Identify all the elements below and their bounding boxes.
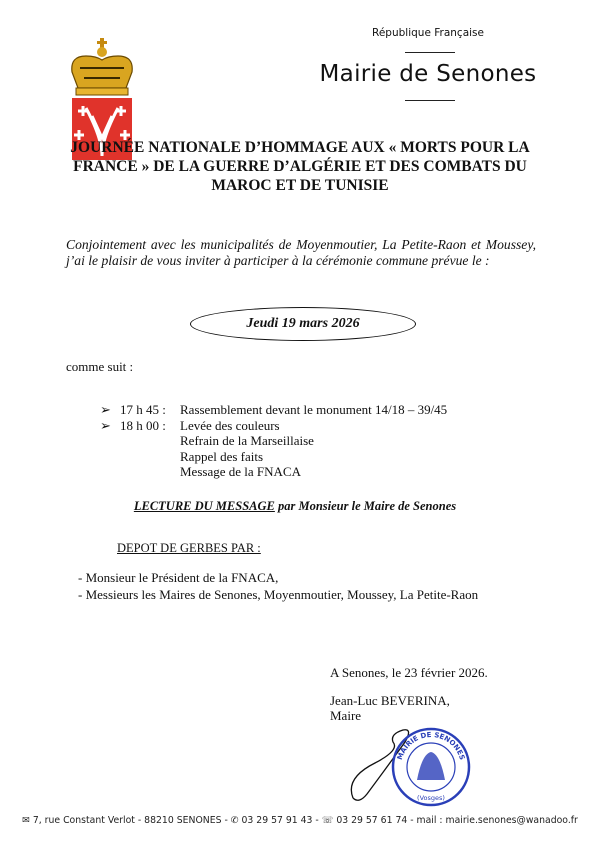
svg-text:MAIRIE DE SENONES: MAIRIE DE SENONES xyxy=(395,730,467,761)
schedule-activity: Rappel des faits xyxy=(180,448,264,464)
schedule-activity: Levée des couleurs xyxy=(180,417,280,433)
footer-contact: ✉ 7, rue Constant Verlot - 88210 SENONES - ✆ 03 29 57 91 43 - ☏ 03 29 57 61 74 - mail : mairie.senones@wanadoo.fr xyxy=(22,815,578,826)
schedule-time: 17 h 45 : xyxy=(120,402,166,417)
schedule-activity: Message de la FNACA xyxy=(180,464,301,479)
mairie-title: Mairie de Senones xyxy=(319,61,537,87)
republique-francaise-label: République Française xyxy=(372,27,484,39)
schedule-activity: Refrain de la Marseillaise xyxy=(180,433,314,448)
schedule-time: 18 h 00 : xyxy=(120,417,166,433)
lecture-message xyxy=(60,499,530,514)
title-line: JOURNÉE NATIONALE D’HOMMAGE AUX « MORTS POUR LA xyxy=(70,139,530,156)
depot-gerbes-heading: DEPOT DE GERBES PAR : xyxy=(117,541,261,555)
header-divider xyxy=(405,52,455,53)
lecture-rest: par Monsieur le Maire de Senones xyxy=(274,499,457,513)
signatory-name: Jean-Luc BEVERINA, xyxy=(330,692,450,708)
signature-block xyxy=(330,665,488,724)
schedule-item xyxy=(100,418,447,434)
signatory-role: Maire xyxy=(330,708,362,723)
invitation-paragraph: Conjointement avec les municipalités de Moyenmoutier, La Petite-Raon et Moussey, j’ai le plaisir de vous inviter à participer à la cérémonie commune prévue le : xyxy=(66,237,536,268)
crown-icon xyxy=(72,38,132,95)
arrow-bullet-icon: ➢ xyxy=(100,402,111,417)
list-item: - Monsieur le Président de la FNACA, xyxy=(78,570,279,585)
header-divider xyxy=(405,100,455,101)
document-title xyxy=(20,138,580,195)
lecture-underlined: LECTURE DU MESSAGE xyxy=(133,499,275,513)
svg-text:(Vosges): (Vosges) xyxy=(417,794,445,802)
list-item: - Messieurs les Maires de Senones, Moyenmoutier, Moussey, La Petite-Raon xyxy=(78,586,479,602)
official-stamp xyxy=(390,726,472,808)
schedule-item xyxy=(100,402,447,418)
title-line: MAROC ET DE TUNISIE xyxy=(211,177,389,194)
place-date: A Senones, le 23 février 2026. xyxy=(330,665,488,680)
title-line: FRANCE » DE LA GUERRE D’ALGÉRIE ET DES COMBATS DU xyxy=(73,158,527,175)
schedule-activity: Rassemblement devant le monument 14/18 – 39/45 xyxy=(180,402,448,417)
ceremony-date xyxy=(190,307,416,341)
schedule xyxy=(100,402,447,480)
comme-suit-label: comme suit : xyxy=(66,359,134,374)
ceremony-date-text: Jeudi 19 mars 2026 xyxy=(246,316,360,331)
arrow-bullet-icon: ➢ xyxy=(100,417,111,433)
depot-list xyxy=(78,570,478,602)
